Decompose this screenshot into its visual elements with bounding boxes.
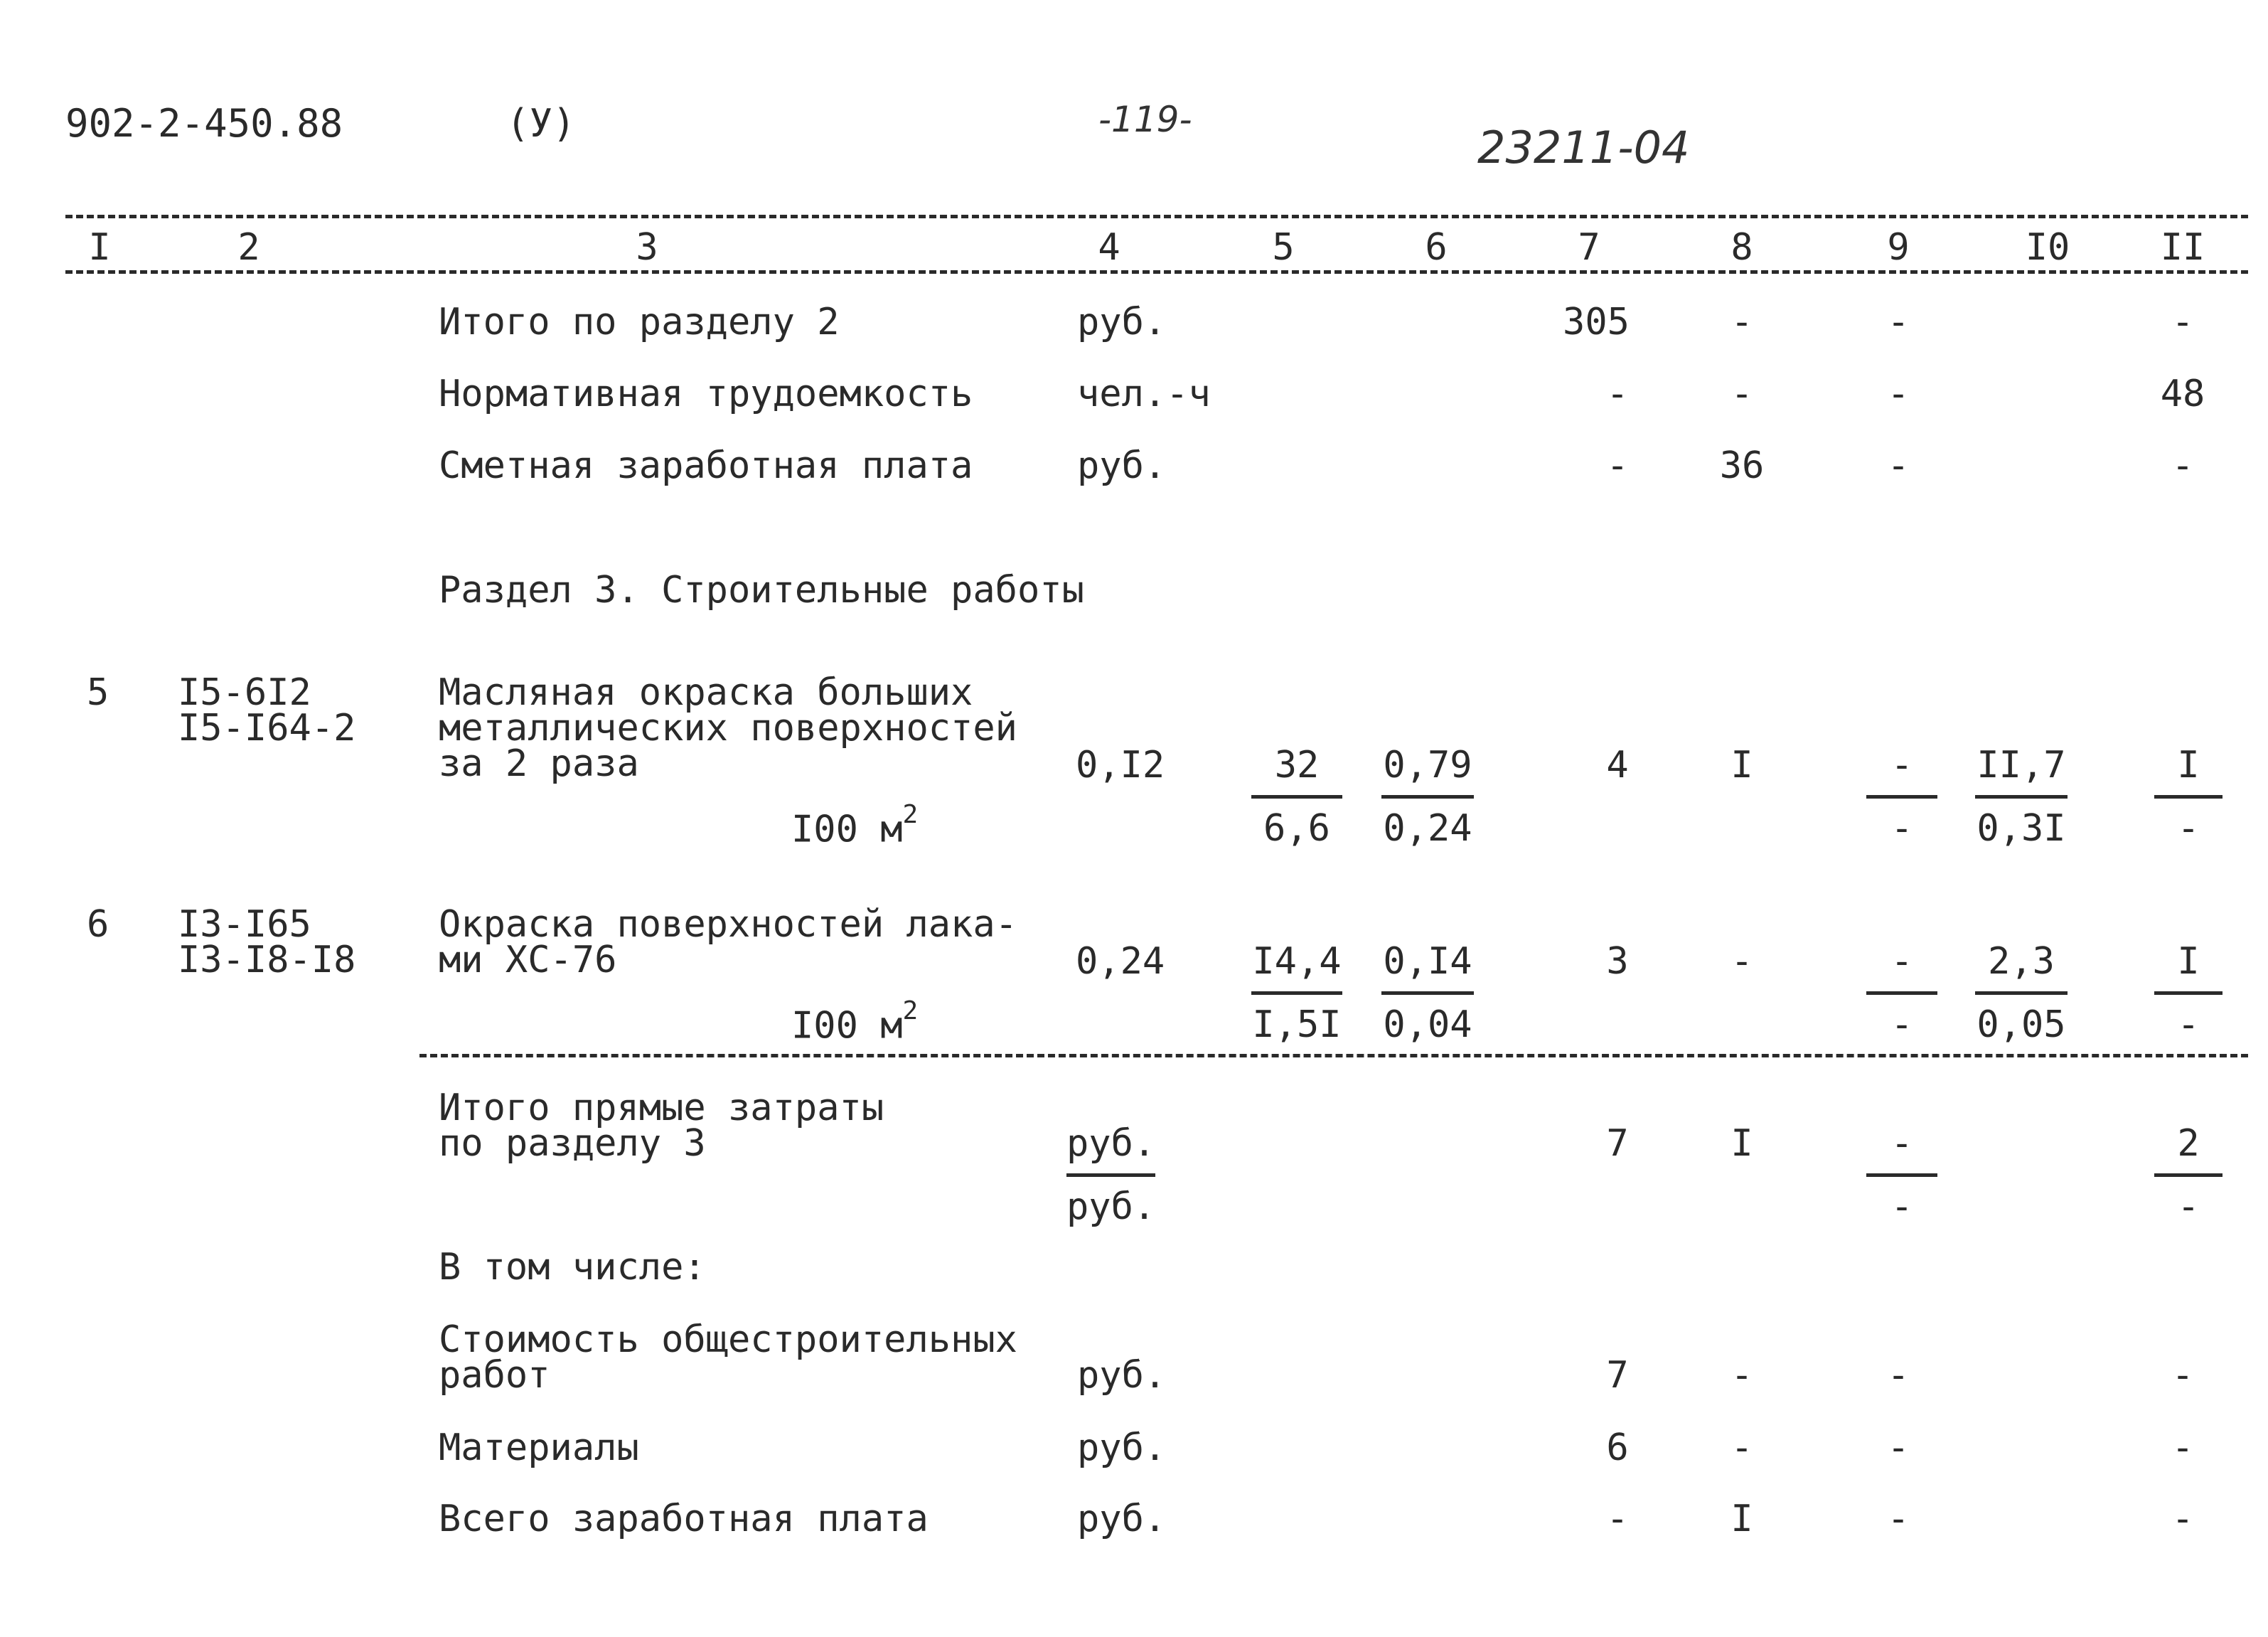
- cell-col11: -: [2171, 1427, 2194, 1469]
- fraction-numerator: I: [2154, 942, 2222, 995]
- cell-col8: -: [1731, 940, 1753, 983]
- row-unit: руб.: [1077, 1354, 1167, 1397]
- fraction-numerator: 32: [1251, 745, 1342, 799]
- row-label-line: работ: [439, 1354, 550, 1397]
- item-description-line: ми ХС-76: [439, 939, 617, 981]
- row-unit: руб.: [1077, 1498, 1167, 1540]
- cell-col7: 6: [1606, 1427, 1629, 1469]
- fraction-denominator: -: [2177, 1003, 2200, 1046]
- section3-items-separator: [419, 1054, 2248, 1057]
- row-unit: чел.-ч: [1077, 373, 1211, 415]
- fraction-numerator: -: [1866, 745, 1937, 799]
- item-measure-text: I00 м: [791, 808, 903, 851]
- cell-col8: -: [1731, 301, 1753, 343]
- cell-col11-fraction: [2154, 1124, 2222, 1227]
- cell-col7: 7: [1606, 1122, 1629, 1165]
- column-header: I0: [2025, 226, 2070, 269]
- row-unit: руб.: [1077, 1427, 1167, 1469]
- fraction-numerator: -: [1866, 942, 1937, 995]
- fraction-denominator: руб.: [1066, 1185, 1156, 1228]
- cell-col8: -: [1731, 1354, 1753, 1397]
- item-quantity: 0,I2: [1076, 744, 1165, 786]
- column-header: 2: [237, 226, 260, 269]
- document-code: 902-2-450.88: [65, 101, 343, 146]
- cell-col8: 36: [1719, 444, 1765, 487]
- fraction-denominator: 0,3I: [1977, 807, 2066, 850]
- column-header: 9: [1887, 226, 1910, 269]
- fraction-denominator: -: [2177, 807, 2200, 850]
- cell-col5-fraction: [1251, 745, 1342, 848]
- item-code: I5-I64-2: [178, 707, 356, 750]
- fraction-denominator: -: [1890, 1185, 1913, 1228]
- column-header: 3: [636, 226, 658, 269]
- cell-col11: 48: [2160, 373, 2205, 415]
- fraction-numerator: 2,3: [1975, 942, 2068, 995]
- row-label-line: Всего заработная плата: [439, 1498, 929, 1540]
- item-measure: [791, 997, 918, 1045]
- cell-col8: I: [1731, 1498, 1753, 1540]
- item-number: 5: [87, 671, 109, 714]
- cell-col6-fraction: [1381, 745, 1474, 848]
- item-code: I3-I8-I8: [178, 939, 356, 981]
- fraction-numerator: 0,79: [1381, 745, 1474, 799]
- cell-col10-fraction: [1975, 942, 2068, 1045]
- item-quantity: 0,24: [1076, 940, 1165, 983]
- row-label: Сметная заработная плата: [439, 444, 973, 487]
- item-code: I3-I65: [178, 903, 311, 946]
- cell-col8: I: [1731, 1122, 1753, 1165]
- cell-col8: -: [1731, 1427, 1753, 1469]
- item-measure-text: I00 м: [791, 1004, 903, 1047]
- item-description-line: Масляная окраска больших: [439, 671, 973, 714]
- row-label: Итого по разделу 2: [439, 301, 840, 343]
- column-header: 5: [1272, 226, 1295, 269]
- item-description-line: металлических поверхностей: [439, 707, 1017, 750]
- cell-col7: 3: [1606, 940, 1629, 983]
- fraction-denominator: 0,04: [1383, 1003, 1472, 1046]
- cell-col7: 4: [1606, 744, 1629, 786]
- fraction-numerator: II,7: [1975, 745, 2068, 799]
- header-top-dashed-line: [65, 215, 2248, 218]
- item-number: 6: [87, 903, 109, 946]
- unit-fraction: [1066, 1124, 1173, 1227]
- cell-col5-fraction: [1251, 942, 1342, 1045]
- cell-col11-fraction: [2154, 942, 2222, 1045]
- item-measure-sup: 2: [902, 800, 919, 829]
- fraction-numerator: I4,4: [1251, 942, 1342, 995]
- column-header: 8: [1731, 226, 1753, 269]
- column-header: 4: [1098, 226, 1120, 269]
- cell-col7: -: [1606, 373, 1629, 415]
- cell-col9: -: [1887, 373, 1910, 415]
- archive-number: 23211-04: [1477, 122, 1690, 174]
- item-description-line: за 2 раза: [439, 742, 639, 785]
- row-label-line: Итого прямые затраты: [439, 1087, 884, 1129]
- fraction-denominator: -: [1890, 1003, 1913, 1046]
- cell-col9: -: [1887, 1498, 1910, 1540]
- cell-col10-fraction: [1975, 745, 2068, 848]
- fraction-denominator: 0,05: [1977, 1003, 2066, 1046]
- cell-col9-fraction: [1866, 745, 1937, 848]
- fraction-denominator: 6,6: [1263, 807, 1330, 850]
- cell-col9-fraction: [1866, 942, 1937, 1045]
- fraction-numerator: руб.: [1066, 1124, 1155, 1177]
- cell-col7: 7: [1606, 1354, 1629, 1397]
- page-number: -119-: [1098, 99, 1192, 140]
- fraction-denominator: 0,24: [1383, 807, 1472, 850]
- cell-col7: -: [1606, 1498, 1629, 1540]
- fraction-numerator: 2: [2154, 1124, 2222, 1177]
- cell-col11-fraction: [2154, 745, 2222, 848]
- fraction-denominator: -: [2177, 1185, 2200, 1228]
- column-header: 7: [1578, 226, 1600, 269]
- column-header: II: [2160, 226, 2205, 269]
- cell-col9: -: [1887, 301, 1910, 343]
- item-measure: [791, 801, 918, 849]
- row-unit: руб.: [1077, 444, 1167, 487]
- cell-col9: -: [1887, 1354, 1910, 1397]
- including-label: В том числе:: [439, 1246, 706, 1289]
- row-label-line: по разделу 3: [439, 1122, 706, 1165]
- row-unit: руб.: [1077, 301, 1167, 343]
- header-bottom-dashed-line: [65, 270, 2248, 274]
- cell-col7: -: [1606, 444, 1629, 487]
- item-code: I5-6I2: [178, 671, 311, 714]
- fraction-numerator: -: [1866, 1124, 1937, 1177]
- cell-col9-fraction: [1866, 1124, 1937, 1227]
- cell-col9: -: [1887, 444, 1910, 487]
- item-measure-sup: 2: [902, 996, 919, 1025]
- cell-col11: -: [2171, 444, 2194, 487]
- cell-col9: -: [1887, 1427, 1910, 1469]
- cell-col8: -: [1731, 373, 1753, 415]
- cell-col8: I: [1731, 744, 1753, 786]
- section3-title: Раздел 3. Строительные работы: [439, 569, 1084, 612]
- row-label-line: Стоимость общестроительных: [439, 1318, 1017, 1361]
- item-description-line: Окраска поверхностей лака-: [439, 903, 1017, 946]
- fraction-numerator: I: [2154, 745, 2222, 799]
- cell-col11: -: [2171, 1498, 2194, 1540]
- fraction-numerator: 0,I4: [1381, 942, 1474, 995]
- fraction-denominator: I,5I: [1252, 1003, 1342, 1046]
- cell-col7: 305: [1563, 301, 1630, 343]
- fraction-denominator: -: [1890, 807, 1913, 850]
- cell-col6-fraction: [1381, 942, 1474, 1045]
- cell-col11: -: [2171, 1354, 2194, 1397]
- sheet-mark: (У): [506, 101, 576, 146]
- column-header: I: [88, 226, 111, 269]
- row-label-line: Материалы: [439, 1427, 639, 1469]
- cell-col11: -: [2171, 301, 2194, 343]
- column-header: 6: [1425, 226, 1448, 269]
- row-label: Нормативная трудоемкость: [439, 373, 973, 415]
